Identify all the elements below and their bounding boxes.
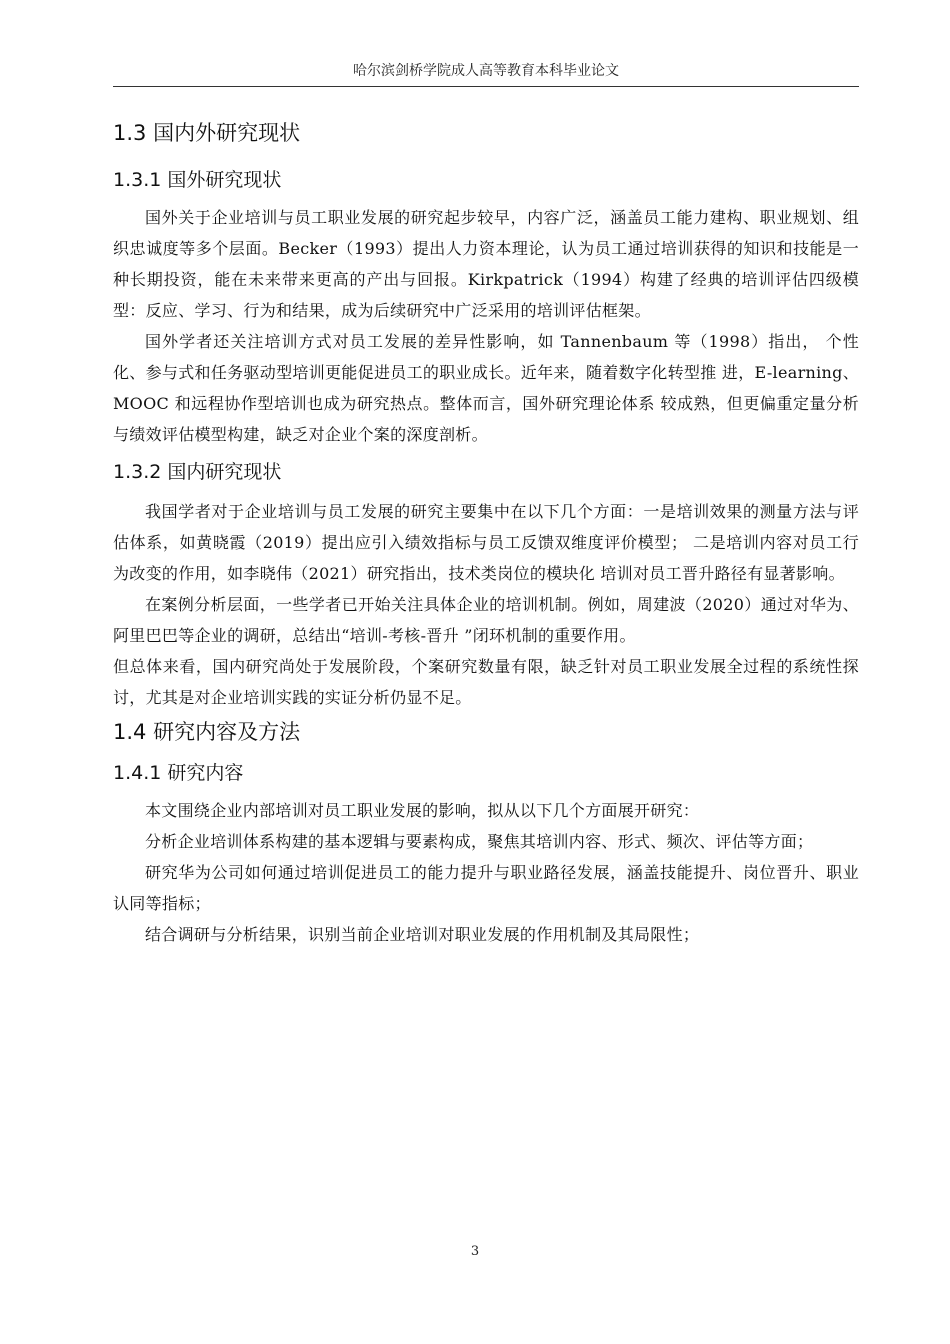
section-heading-1-4: 1.4 研究内容及方法 (113, 720, 301, 744)
paragraph: 研究华为公司如何通过培训促进员工的能力提升与职业路径发展，涵盖技能提升、岗位晋升、职业认同等指标； (113, 863, 859, 913)
subsection-heading-1-3-2: 1.3.2 国内研究现状 (113, 461, 282, 483)
paragraph: 本文围绕企业内部培训对员工职业发展的影响，拟从以下几个方面展开研究： (145, 801, 700, 820)
paragraph: 结合调研与分析结果，识别当前企业培训对职业发展的作用机制及其局限性； (145, 925, 700, 944)
subsection-heading-1-3-1: 1.3.1 国外研究现状 (113, 169, 282, 191)
paragraph: 国外学者还关注培训方式对员工发展的差异性影响，如 Tannenbaum 等（1998）指出， 个性化、参与式和任务驱动型培训更能促进员工的职业成长。近年来，随着数字化转型推 进，E-learning、MOOC 和远程协作型培训也成为研究热点。整体而言，国外研究理论体系 较成熟，但更偏重定量分析与绩效评估模型构建，缺乏对企业个案的深度剖析。 (113, 332, 859, 444)
paragraph: 在案例分析层面，一些学者已开始关注具体企业的培训机制。例如，周建波（2020）通过对华为、阿里巴巴等企业的调研，总结出“培训-考核-晋升 ”闭环机制的重要作用。 (113, 595, 859, 645)
subsection-heading-1-4-1: 1.4.1 研究内容 (113, 762, 244, 784)
main-content (113, 118, 859, 950)
page-number: 3 (470, 1244, 480, 1259)
paragraph: 分析企业培训体系构建的基本逻辑与要素构成，聚焦其培训内容、形式、频次、评估等方面； (145, 832, 814, 851)
paragraph: 但总体来看，国内研究尚处于发展阶段，个案研究数量有限，缺乏针对员工职业发展全过程的系统性探讨，尤其是对企业培训实践的实证分析仍显不足。 (113, 657, 859, 707)
section-heading-1-3: 1.3 国内外研究现状 (113, 121, 301, 145)
paragraph: 我国学者对于企业培训与员工发展的研究主要集中在以下几个方面：一是培训效果的测量方法与评估体系，如黄晓霞（2019）提出应引入绩效指标与员工反馈双维度评价模型； 二是培训内容对员工行为改变的作用，如李晓伟（2021）研究指出，技术类岗位的模块化 培训对员工晋升路径有显著影响。 (113, 502, 859, 583)
paragraph: 国外关于企业培训与员工职业发展的研究起步较早，内容广泛，涵盖员工能力建构、职业规划、组织忠诚度等多个层面。Becker（1993）提出人力资本理论，认为员工通过培训获得的知识和技能是一种长期投资，能在未来带来更高的产出与回报。Kirkpatrick（1994）构建了经典的培训评估四级模型：反应、学习、行为和结果，成为后续研究中广泛采用的培训评估框架。 (113, 208, 859, 320)
running-header: 哈尔滨剑桥学院成人高等教育本科毕业论文 (113, 56, 859, 87)
